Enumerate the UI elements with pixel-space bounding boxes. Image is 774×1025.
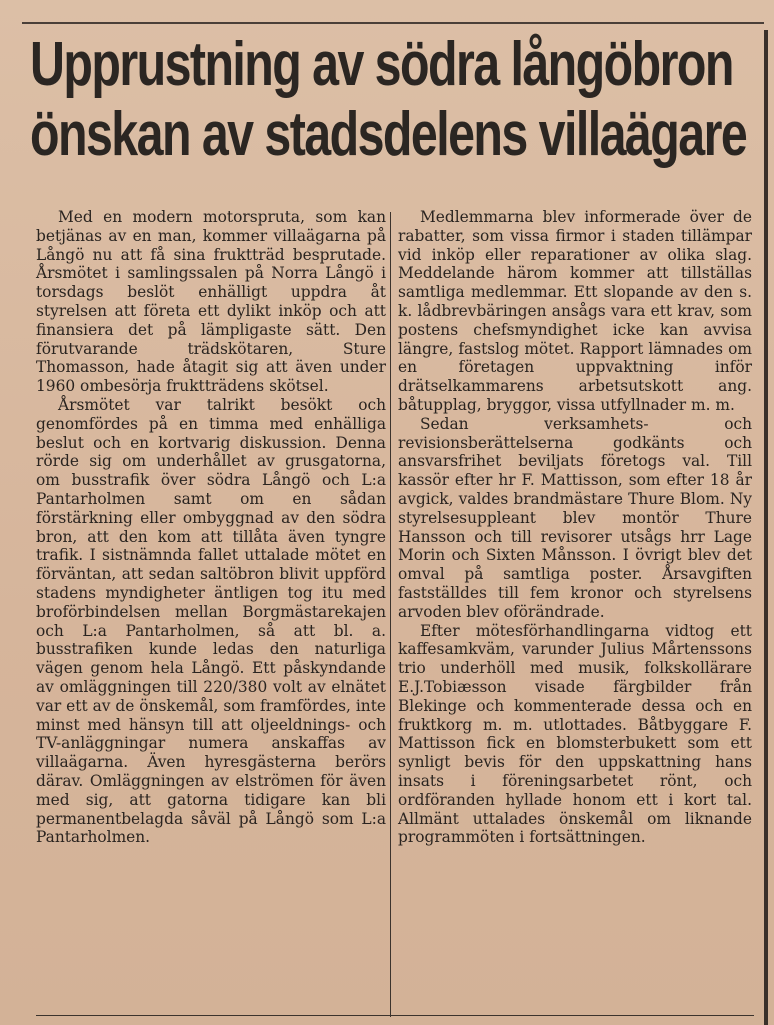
headline-line-1: Upprustning av södra långöbron	[30, 30, 733, 99]
right-edge-rule	[764, 30, 768, 1025]
column-divider	[390, 212, 391, 1017]
top-rule	[22, 22, 764, 24]
paragraph: Medlemmarna blev informerade över de rabatter, som vissa firmor i staden tillämpar vid inköp eller reparationer av olika slag. Meddelande härom kommer att tillställas samtliga medlemmar. Ett slopande av den s. k. lådbrevbäringen ansågs vara ett krav, som postens chefsmyndighet icke kan avvisa längre, fastslog mötet. Rapport lämnades om en företagen uppvaktning inför drätselkammarens arbetsutskott ang. båtupplag, bryggor, vissa utfyllnader m. m.	[398, 208, 752, 414]
paragraph: Efter mötesförhandlingarna vidtog ett kaffesamkväm, varunder Julius Mårtenssons trio underhöll med musik, folkskollärare E.J.Tobiæsson visade färgbilder från Blekinge och kommenterade dessa och en fruktkorg m. m. utlottades. Båtbyggare F. Mattisson fick en blomsterbukett som ett synligt bevis för den uppskattning hans insats i föreningsarbetet rönt, och ordföranden hyllade honom ett i kort tal. Allmänt uttalades önskemål om liknande programmöten i fortsättningen.	[398, 621, 752, 847]
left-column	[36, 208, 386, 847]
paragraph: Med en modern motorspruta, som kan betjänas av en man, kommer villaägarna på Långö nu att få sina fruktträd besprutade. Årsmötet i samlingssalen på Norra Långö i torsdags beslöt enhälligt uppdra åt styrelsen att företa ett dylikt inköp och att finansiera det på lämpligaste sätt. Den förutvarande trädskötaren, Sture Thomasson, hade åtagit sig att även under 1960 ombesörja fruktträdens skötsel.	[36, 208, 386, 396]
paragraph: Sedan verksamhets- och revisionsberättelserna godkänts och ansvarsfrihet beviljats företogs val. Till kassör efter hr F. Mattisson, som efter 18 år avgick, valdes brandmästare Thure Blom. Ny styrelsesuppleant blev montör Thure Hansson och till revisorer utsågs hrr Lage Morin och Sixten Månsson. I övrigt blev det omval på samtliga poster. Årsavgiften fastställdes till fem kronor och styrelsens arvoden blev oförändrade.	[398, 414, 752, 621]
right-column	[398, 208, 752, 847]
bottom-rule	[36, 1015, 754, 1016]
headline	[30, 30, 747, 170]
headline-line-2: önskan av stadsdelens villaägare	[30, 100, 747, 169]
paragraph: Årsmötet var talrikt besökt och genomfördes på en timma med enhälliga beslut och en kortvarig diskussion. Denna rörde sig om underhållet av grusgatorna, om busstrafik över södra Långö och L:a Pantarholmen samt om en sådan förstärkning eller ombyggnad av den södra bron, att den kom att tillåta även tyngre trafik. I sistnämnda fallet uttalade mötet en förväntan, att sedan saltöbron blivit uppförd stadens myndigheter äntligen tog itu med broförbindelsen mellan Borgmästarekajen och L:a Pantarholmen, så att bl. a. busstrafiken kunde ledas den naturliga vägen genom hela Långö. Ett påskyndande av omläggningen till 220/380 volt av elnätet var ett av de önskemål, som framfördes, inte minst med hänsyn till att oljeeldnings- och TV-anläggningar numera anskaffas av villaägarna. Även hyresgästerna berörs därav. Omläggningen av elströmen för även med sig, att gatorna tidigare kan bli permanentbelagda såväl på Långö som L:a Pantarholmen.	[36, 395, 386, 847]
